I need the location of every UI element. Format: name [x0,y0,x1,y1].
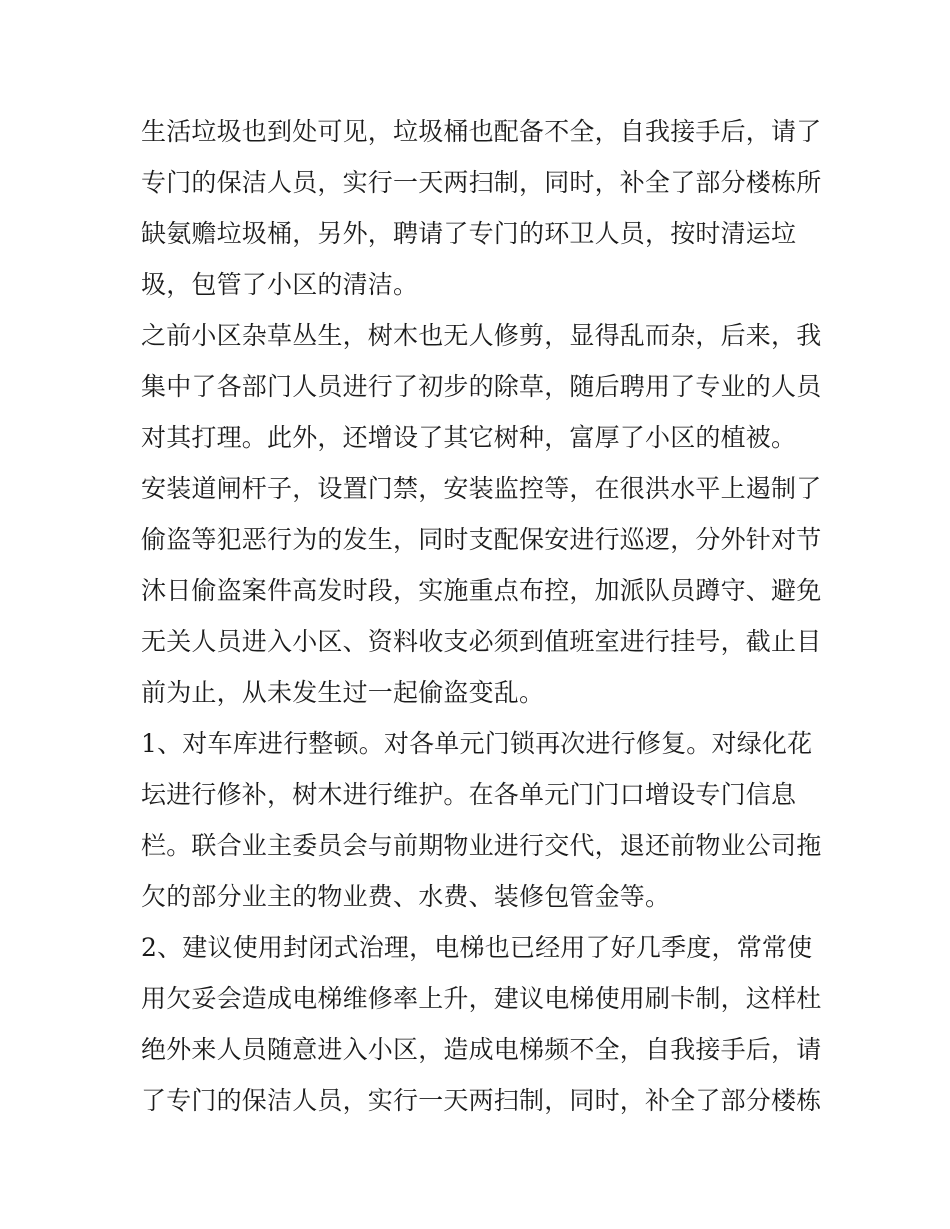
text-line: 栏。联合业主委员会与前期物业进行交代，退还前物业公司拖 [141,831,822,860]
text-line: 生活垃圾也到处可见，垃圾桶也配备不全，自我接手后，请了 [141,117,822,146]
text-line: 无关人员进入小区、资料收支必须到值班室进行挂号，截止目 [141,627,822,656]
paragraph-item-2 [141,922,821,1126]
paragraph-sanitation [141,106,821,310]
text-line: 2、建议使用封闭式治理，电梯也已经用了好几季度，常常使 [141,933,813,962]
paragraph-item-1 [141,718,821,922]
paragraph-greening [141,310,821,463]
paragraph-security [141,463,821,718]
text-line: 用欠妥会造成电梯维修率上升，建议电梯使用刷卡制，这样杜 [141,984,822,1013]
text-line: 绝外来人员随意进入小区，造成电梯频不全，自我接手后，请 [141,1035,822,1064]
text-line: 圾，包管了小区的清洁。 [141,270,419,299]
text-line: 前为止，从未发生过一起偷盗变乱。 [141,678,545,707]
document-body [141,106,821,1126]
text-line: 坛进行修补，树木进行维护。在各单元门门口增设专门信息 [141,780,797,809]
text-line: 缺氨赡垃圾桶，另外，聘请了专门的环卫人员，按时清运垃 [141,219,797,248]
text-line: 之前小区杂草丛生，树木也无人修剪，显得乱而杂，后来，我 [141,321,822,350]
text-line: 对其打理。此外，还增设了其它树种，富厚了小区的植被。 [141,423,797,452]
text-line: 1、对车库进行整顿。对各单元门锁再次进行修复。对绿化花 [141,729,813,758]
text-line: 偷盗等犯恶行为的发生，同时支配保安进行巡逻，分外针对节 [141,525,822,554]
text-line: 专门的保洁人员，实行一天两扫制，同时，补全了部分楼栋所 [141,168,822,197]
text-line: 集中了各部门人员进行了初步的除草，随后聘用了专业的人员 [141,372,822,401]
text-line: 了专门的保洁人员，实行一天两扫制，同时，补全了部分楼栋 [141,1086,822,1115]
text-line: 欠的部分业主的物业费、水费、装修包管金等。 [141,882,671,911]
text-line: 安装道闸杆子，设置门禁，安装监控等，在很洪水平上遏制了 [141,474,822,503]
text-line: 沐日偷盗案件高发时段，实施重点布控，加派队员蹲守、避免 [141,576,822,605]
